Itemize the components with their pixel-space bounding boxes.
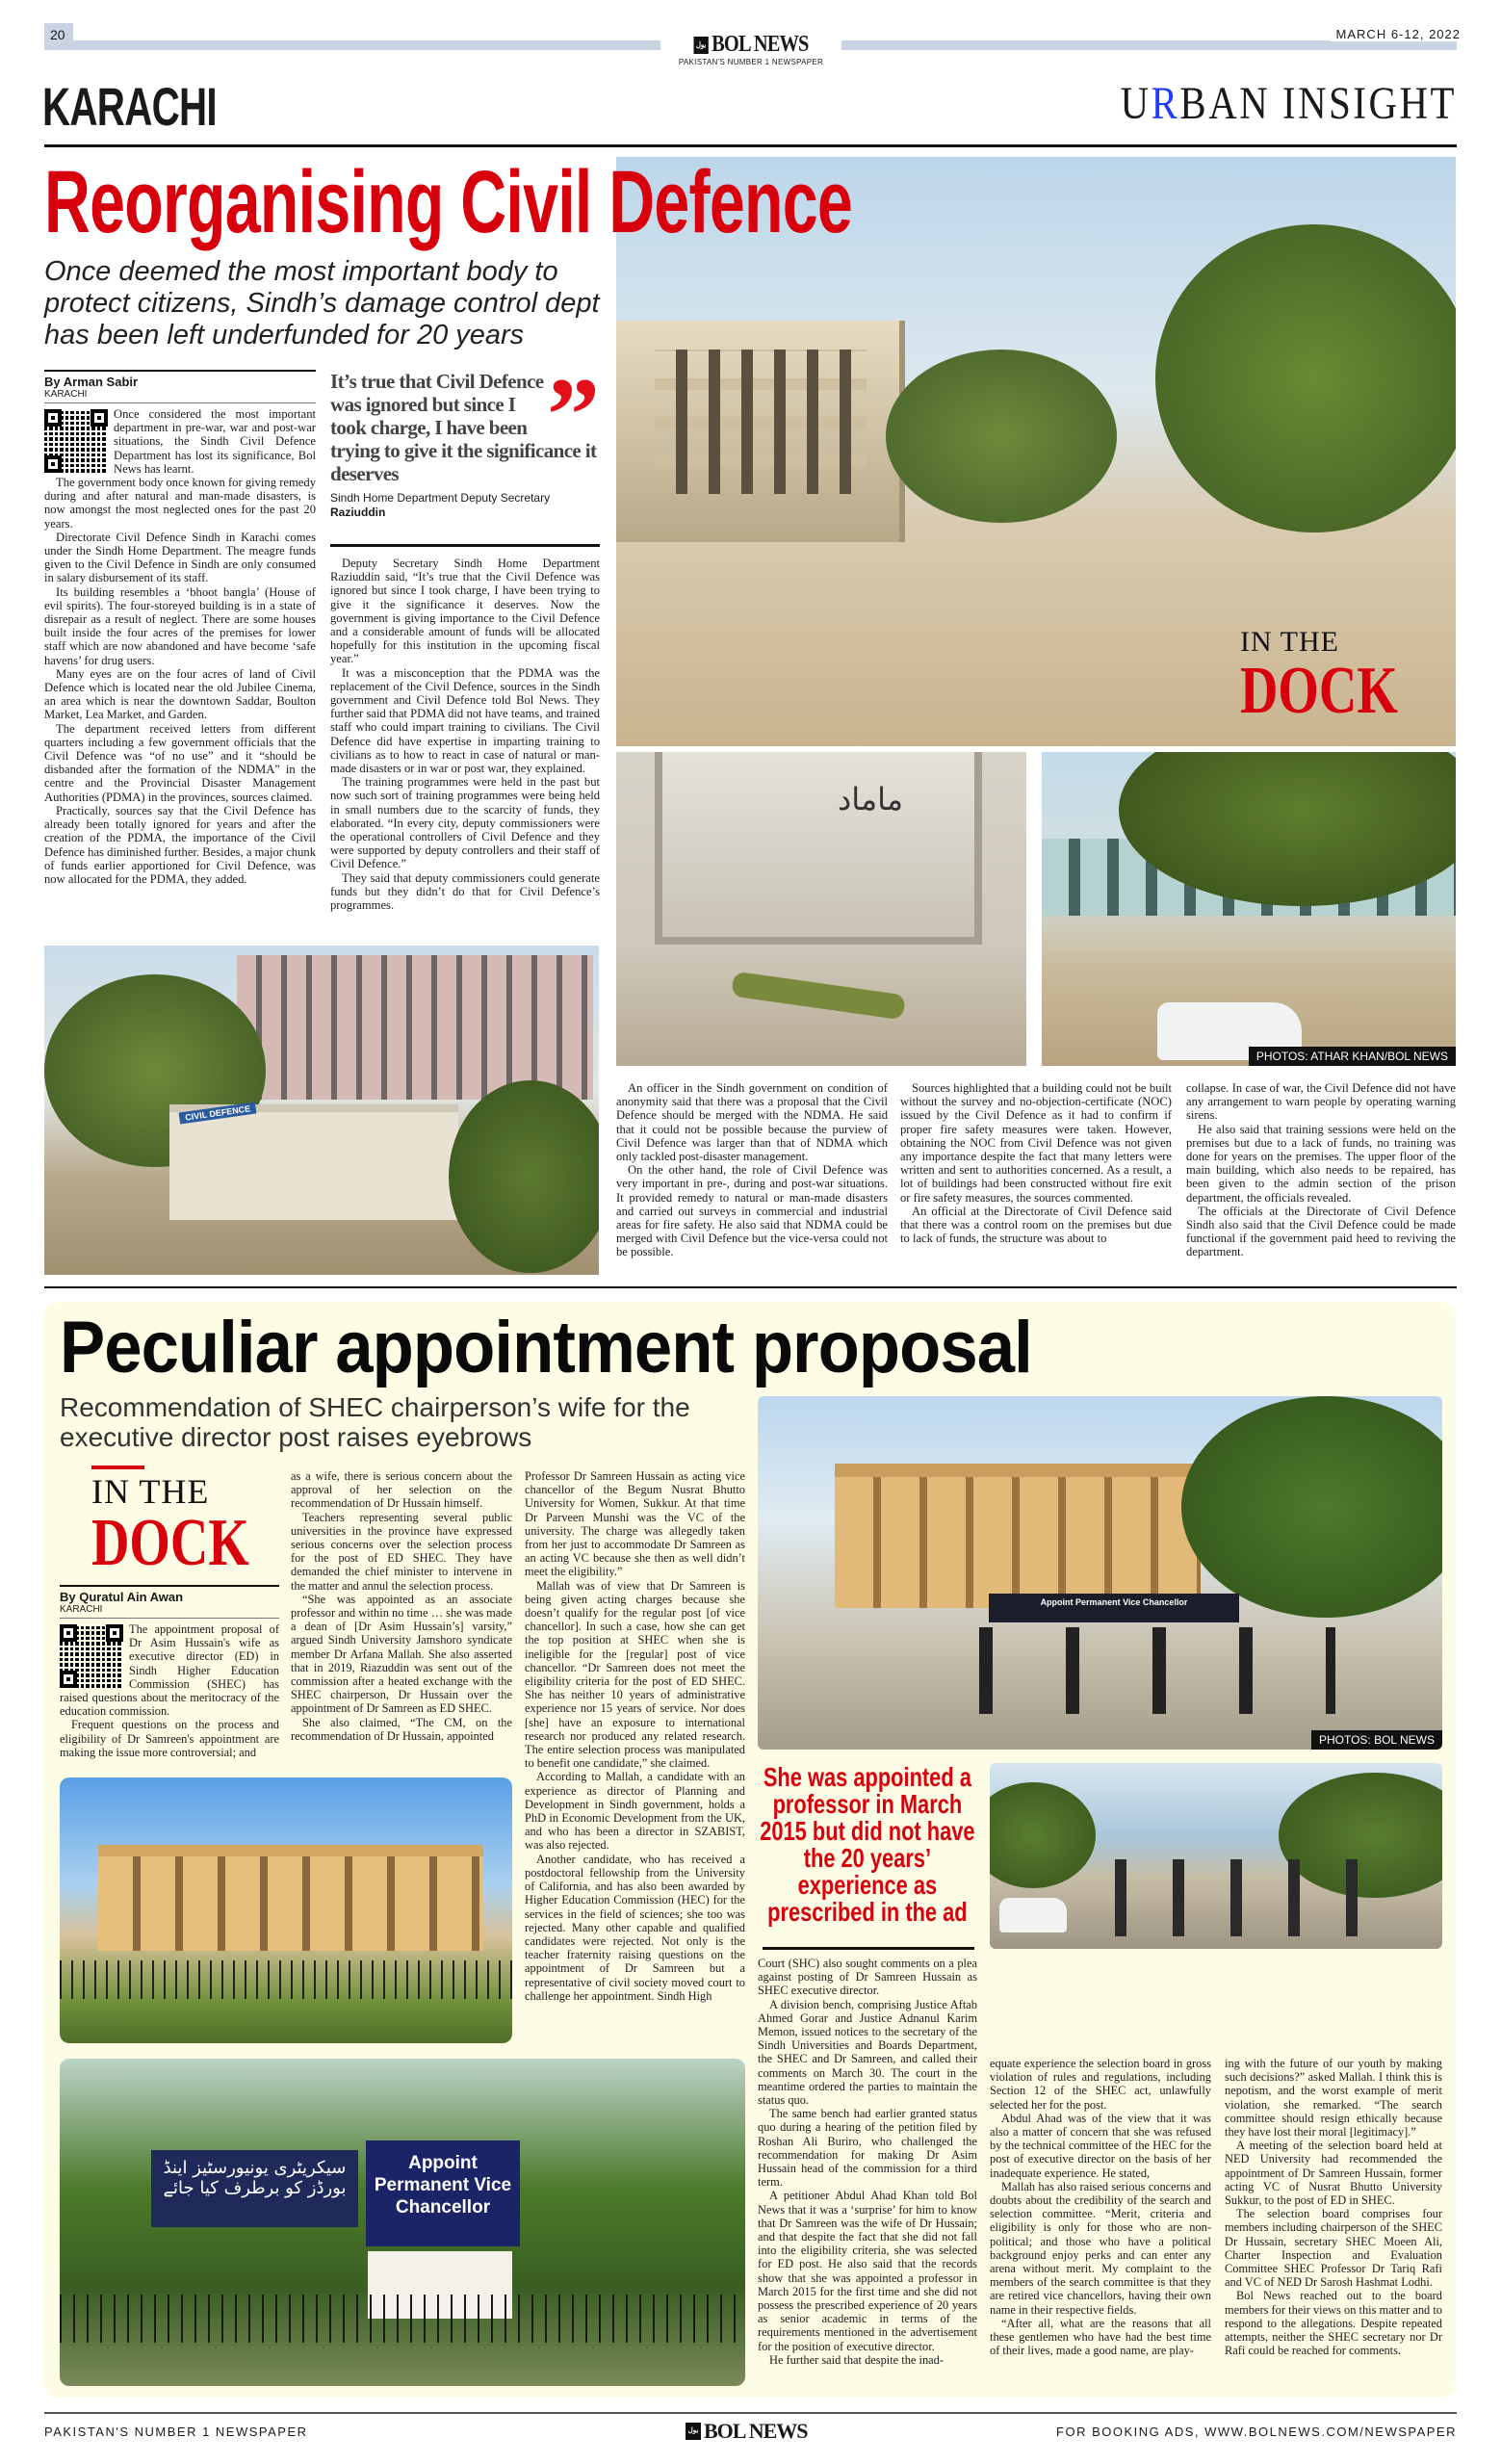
paragraph: He further said that despite the inad- — [769, 2352, 944, 2367]
paragraph: Frequent questions on the process and eligibility of Dr Samreen's appointment are making the issue more controversial; and — [60, 1718, 279, 1759]
tree — [1181, 1396, 1442, 1618]
apartment-block — [237, 955, 593, 1100]
masthead-logo — [678, 32, 825, 58]
paragraph: The government body once known for giving remedy during and after natural and man-made disasters, is now amongst the most neglected ones for the past 20 years. — [44, 476, 316, 531]
story1-column-3 — [616, 1081, 888, 1279]
tree — [1155, 224, 1456, 532]
section-logo: KARACHI — [42, 76, 217, 137]
paragraph: “She was appointed as an associate professor and within no time … she was made a dean of [Dr Asim Hussain’s] varsity,” argued Sindh University Jamshoro syndicate member Dr Arfana Mallah. She also asserted that in 2019, Riazuddin was sent out of the commission after a heated exchange with the SHEC chairperson, Dr Hussain over the appointment of Dr Samreen as ED SHEC. — [291, 1592, 512, 1716]
paragraph: He also said that training sessions were held on the premises but due to a lack of funds, no training was done for years on the premises. The upper floor of the main building, which also needs to be repaired, has been given to the admin section of the prison department, the officials revealed. — [1186, 1122, 1456, 1205]
bol-badge-icon: بول — [693, 37, 708, 54]
header-band-left — [44, 40, 660, 50]
photo-abandoned-room — [616, 752, 1026, 1066]
byline-name: By Quratul Ain Awan — [60, 1590, 184, 1604]
paragraph: Many eyes are on the four acres of land of Civil Defence which is located near the old Jubilee Cinema, an area which is near the downtown Saddar, Boulton Market, Lea Market, and Garden. — [44, 666, 316, 722]
footer-rule — [44, 2412, 1457, 2414]
sleeping-person — [731, 972, 906, 1021]
story1-column-2 — [330, 557, 600, 938]
story2-column-3 — [525, 1469, 745, 2051]
qr-code-icon[interactable] — [44, 409, 108, 473]
story1-byline — [44, 370, 316, 403]
byline-dateline: KARACHI — [60, 1604, 279, 1619]
section-title-part: U — [1120, 78, 1152, 129]
paragraph: The officials at the Directorate of Civil Defence Sindh also said that the Civil Defence could be made functional if the government paid heed to reviving the department. — [1186, 1204, 1456, 1259]
tree — [990, 1782, 1096, 1888]
story2-column-2 — [291, 1469, 512, 1770]
story1-column-5 — [1186, 1081, 1456, 1279]
photo-civil-defence-houses — [44, 946, 599, 1275]
photo-shec-protest — [758, 1396, 1442, 1750]
paragraph: “After all, what are the reasons that all these gentlemen who have had the best time of their lives, made a good name, are play- — [990, 2316, 1211, 2358]
qr-code-icon[interactable] — [60, 1624, 123, 1688]
footer-tagline: PAKISTAN'S NUMBER 1 NEWSPAPER — [44, 2425, 308, 2439]
pull-quote-rule — [763, 1947, 974, 1950]
paragraph: The selection board comprises four members including chairperson of the SHEC Dr Hussain, secretary SHEC Moeen Ali, Charter Inspection and Evaluation Committee SHEC Professor Dr Tariq Rafi and VC of NED Dr Sarosh Hashmat Lodhi. — [1225, 2207, 1442, 2290]
story1-column-1 — [44, 370, 316, 938]
paragraph: Once considered the most important department in pre-war, war and post-war situations, the Sindh Civil Defence Department has lost its significance, Bol News has learnt. — [114, 407, 316, 476]
photo-credit: PHOTOS: BOL NEWS — [1311, 1730, 1442, 1750]
photo-protest-street — [990, 1763, 1442, 1949]
dock-in-the: IN THE — [91, 1472, 210, 1511]
paragraph: A division bench, comprising Justice Aftab Ahmed Gorar and Justice Adnanul Karim Memon, issued notices to the secretary of the Sindh Universities and Boards Department, the SHEC and Dr Samreen, and called their comments on March 30. The court in the meantime ordered the parties to maintain the status quo. — [758, 1997, 977, 2108]
paragraph: A petitioner Abdul Ahad Khan told Bol News that it was a ‘surprise’ for him to know that Dr Samreen was the wife of Dr Hussain; and that despite the fact that she did not fall into the eligibility criteria, she was selected for ED post. He also said that the records show that she was appointed a professor in March 2015 for the first time and she did not possess the prescribed experience of 20 years as senior academic in terms of the requirements mentioned in the advertisement for the position of executive director. — [758, 2189, 977, 2353]
pull-quote-text: It’s true that Civil Defence was ignored but since I took charge, I have been trying to give it the significance it deserves — [330, 370, 597, 485]
shec-building — [835, 1464, 1201, 1608]
protest-banner: Appoint Permanent Vice Chancellor — [989, 1594, 1239, 1622]
tree — [449, 1080, 599, 1273]
photo-protest-banners — [60, 2059, 745, 2386]
photo-credit: PHOTOS: ATHAR KHAN/BOL NEWS — [1249, 1047, 1456, 1066]
paragraph: Abdul Ahad was of the view that it was also a matter of concern that she was refused by the technical committee of the HEC for the post of executive director on the basis of her inadequate experience. He stated, — [990, 2111, 1211, 2180]
abandoned-house — [169, 1104, 458, 1220]
section-title — [1121, 77, 1457, 130]
protesters — [931, 1627, 1335, 1714]
parked-car — [999, 1898, 1067, 1932]
story2-column-5 — [990, 2057, 1211, 2392]
paragraph: collapse. In case of war, the Civil Defence did not have any arrangement to warn people by operating warning sirens. — [1186, 1081, 1456, 1123]
paragraph: It was a misconception that the PDMA was the replacement of the Civil Defence, sources in the Sindh government and Civil Defence told Bol News. They further said that PDMA did not have teams, and trained staff who could impart training to civilians. The Civil Defence did have expertise in imparting training to civilians as to how to react in case of natural or man-made disasters or in war or post war, they explained. — [330, 665, 600, 776]
railing — [60, 2295, 745, 2343]
masthead — [664, 32, 838, 66]
paragraph: ing with the future of our youth by making such decisions?” asked Mallah. I think this is nepotism, and the worst example of merit violation, she remarked. “The search committee should resign ethically because they have lost their moral [legitimacy].” — [1225, 2057, 1442, 2140]
photo-shec-building — [60, 1777, 512, 2043]
paragraph: An officer in the Sindh government on condition of anonymity said that there was a proposal that the Civil Defence should be merged with the NDMA. He said that it could not be possible because the purview of Civil Defence was larger than that of NDMA which only tackled post-disaster management. — [616, 1081, 888, 1164]
section-title-accent: R — [1151, 78, 1180, 129]
paragraph: Teachers representing several public universities in the province have expressed serious concerns over the selection process for the post of ED SHEC. They have demanded the chief minister to intervene in the matter and annul the selection process. — [291, 1510, 512, 1593]
section-title-part: BAN INSIGHT — [1179, 78, 1457, 129]
paragraph: Directorate Civil Defence Sindh in Karachi comes under the Sindh Home Department. The meagre funds given to the Civil Defence in Sindh are only consumed in salary disbursement of its staff. — [44, 530, 316, 585]
pull-quote-attribution: Sindh Home Department Deputy Secretary — [330, 491, 551, 505]
story2-column-6 — [1225, 2057, 1442, 2392]
paragraph: equate experience the selection board in gross violation of rules and regulations, including Section 12 of the SHEC act, unlawfully selected her for the post. — [990, 2057, 1211, 2112]
page-number: 20 — [44, 23, 73, 50]
paragraph: Its building resembles a ‘bhoot bangla’ (House of evil spirits). The four-storeyed building is in a state of disrepair as a result of neglect. There are some houses built inside the four acres of the premises for lower staff which are now abandoned and have become ‘safe havens’ for drug users. — [44, 584, 316, 667]
protesters — [1086, 1859, 1404, 1936]
story1-standfirst: Once deemed the most important body to protect citizens, Sindh’s damage control dept has been left underfunded for 20 years — [44, 256, 600, 350]
story2-pull-quote: She was appointed a professor in March 2015 but did not have the 20 years’ experience as prescribed in the ad — [760, 1762, 975, 1927]
dock-in-the: IN THE — [1240, 626, 1339, 658]
footer-logo-name: BOL NEWS — [704, 2419, 808, 2443]
paragraph: The appointment proposal of Dr Asim Hussain's wife as executive director (ED) in Sindh Higher Education Commission (SHEC) has raised questions about the meritocracy of the education commission. — [60, 1622, 279, 1719]
pull-quote-name: Raziuddin — [330, 506, 386, 519]
dock-accent-bar — [91, 1465, 144, 1469]
photo-civil-defence-grounds — [1042, 752, 1456, 1066]
paragraph: They said that deputy commissioners could generate funds but they didn’t do that for Civil Defence’s programmes. — [330, 870, 600, 913]
story-divider — [44, 1286, 1457, 1288]
footer-logo — [686, 2419, 808, 2444]
paragraph: Deputy Secretary Sindh Home Department Raziuddin said, “It’s true that the Civil Defence was ignored but since I took charge, I have been trying to give it the significance it deserves. Now the government is giving importance to the Civil Defence and a considerable amount of funds will be allocated hopefully for this institution in the upcoming fiscal year.” — [330, 557, 600, 666]
byline-name: By Arman Sabir — [44, 375, 139, 389]
room-wall — [655, 752, 982, 945]
paragraph: The training programmes were held in the past but now such sort of training programmes were being held in small numbers due to the scarcity of funds, they elaborated. “In every city, deputy commissioners were the operational controllers of Civil Defence and they were supported by deputy controllers and their staff of Civil Defence.” — [330, 775, 600, 871]
dock-word: DOCK — [91, 1506, 249, 1580]
bol-badge-icon: بول — [686, 2423, 701, 2440]
paragraph: Sources highlighted that a building could not be built without the survey and no-objection-certificate (NOC) issued by the Civil Defence as it had to confirm if proper fire safety measures were taken. However, obtaining the NOC from Civil Defence was not given any importance despite the fact that many letters were written and sent to authorities concerned. As a result, a lot of buildings had been constructed without fire exit or fire safety measures, the sources commented. — [900, 1081, 1172, 1205]
paragraph: She also claimed, “The CM, on the recommendation of Dr Hussain, appointed — [291, 1715, 512, 1743]
shec-building — [98, 1845, 483, 1951]
paragraph: Mallah has also raised serious concerns and doubts about the credibility of the search and selection committee. “Merit, criteria and eligibility is only for those who are non-political; and those who have a political background enjoy perks and can enter any arena without merit. My complaint to the members of the search committee is that they are retired vice chancellors, having their own name in their respective fields. — [990, 2179, 1211, 2317]
tree — [886, 350, 1117, 523]
paragraph: Professor Dr Samreen Hussain as acting vice chancellor of the Begum Nusrat Bhutto University for Women, Sukkur. At that time Dr Parveen Munshi was the VC of the university. The charge was allegedly taken from her just to accommodate Dr Samreen as an acting VC because she then as well didn’t meet the eligibility.” — [525, 1469, 745, 1579]
paragraph: as a wife, there is serious concern about the approval of her selection on the recommendation of Dr Hussain himself. — [291, 1469, 512, 1511]
story1-headline: Reorganising Civil Defence — [44, 153, 852, 251]
paragraph: Bol News reached out to the board members for their views on this matter and to respond to the allegations. Despite repeated attempts, neither the SHEC secretary nor Dr Rafi could be reached for comments. — [1225, 2289, 1442, 2358]
story2-byline — [60, 1585, 279, 1619]
dock-word: DOCK — [1240, 654, 1398, 728]
civil-defence-sign: CIVIL DEFENCE — [179, 1102, 257, 1124]
building-windows — [655, 350, 867, 494]
byline-dateline: KARACHI — [44, 389, 316, 403]
paragraph: A meeting of the selection board held at NED University had recommended the appointment of Dr Samreen Hussain, former acting VC of Nusrat Bhutto University Sukkur, to the post of ED in SHEC. — [1225, 2139, 1442, 2208]
paragraph: The same bench had earlier granted status quo during a hearing of the petition filed by Roshan Ali Buriro, who challenged the recommendation for making Dr Asim Hussain head of the commission for a third term. — [758, 2107, 977, 2190]
paragraph: According to Mallah, a candidate with an experience as director of Planning and Development in Sindh government, holds a PhD in Economic Development from the UK, and who has been a director in SZABIST, was also rejected. — [525, 1770, 745, 1853]
fence — [60, 1960, 512, 1999]
masthead-name: BOL NEWS — [712, 32, 809, 57]
story2-headline: Peculiar appointment proposal — [60, 1307, 1032, 1388]
footer-booking-link[interactable]: FOR BOOKING ADS, WWW.BOLNEWS.COM/NEWSPAPER — [1056, 2425, 1457, 2439]
in-the-dock-logo — [1240, 626, 1442, 728]
paragraph: Practically, sources say that the Civil Defence has already been totally ignored for years and after the creation of the PDMA, the importance of the Civil Defence has diminished further. Besides, a major chunk of funds earlier apportioned for Civil Defence, was now allocated for the PDMA, they added. — [44, 803, 316, 886]
in-the-dock-logo — [91, 1465, 294, 1580]
paragraph: Another candidate, who has received a postdoctoral fellowship from the University of California, and has also been awarded by Higher Education Commission (HEC) for the services in the field of sciences; she too was rejected. Many other capable and qualified candidates were rejected. Not only is the teacher fraternity raising questions on the appointment of Dr Samreen but a representative of civil society moved court to challenge her appointment. Sindh High — [525, 1852, 745, 2003]
header-band-right — [841, 40, 1457, 50]
paragraph: An official at the Directorate of Civil Defence said that there was a control room on the premises but due to lack of funds, the structure was about to — [900, 1204, 1172, 1246]
paragraph: Court (SHC) also sought comments on a plea against posting of Dr Samreen Hussain as SHEC executive director. — [758, 1957, 977, 1998]
paragraph: On the other hand, the role of Civil Defence was very important in pre-, during and post-war situations. It provided remedy to natural or man-made disasters and carried out surveys in commercial and industrial areas for fire safety. He also said that NDMA could be merged with Civil Defence but the vice-versa could not be possible. — [616, 1163, 888, 1259]
urdu-banner: سیکریٹری یونیورسٹیز اینڈ بورڈز کو برطرف کیا جائے — [151, 2150, 358, 2227]
header-rule — [44, 144, 1457, 147]
story1-column-4 — [900, 1081, 1172, 1279]
story2-subhead: Recommendation of SHEC chairperson’s wife for the executive director post raises eyebrows — [60, 1392, 690, 1452]
issue-date: MARCH 6-12, 2022 — [1331, 27, 1461, 41]
wall-graffiti: ماماد — [838, 781, 904, 817]
quote-mark-icon: ” — [547, 370, 600, 433]
paragraph: The department received letters from different quarters including a few government officials that the Civil Defence was “of no use” and it “should be disbanded after the formation of the NDMA” in the centre and the Provincial Disaster Management Authorities (PDMA) in the provinces, sources claimed. — [44, 721, 316, 804]
english-banner: Appoint Permanent Vice Chancellor — [366, 2140, 520, 2246]
story2-column-4 — [758, 1957, 977, 2392]
masthead-tagline: PAKISTAN'S NUMBER 1 NEWSPAPER — [678, 58, 824, 66]
story2-column-1 — [60, 1585, 279, 1773]
story1-pull-quote — [330, 370, 600, 547]
paragraph: Mallah was of view that Dr Samreen is being given acting charges because she doesn’t qualify for the regular post [of vice chancellor]. In such a case, how she can get the top position at SHEC when she is ineligible for the [regular] post of vice chancellor. “Dr Samreen does not meet the eligibility criteria for the post of ED SHEC. She has neither 10 years of administrative experience nor 15 years of service. Nor does [she] have an exposure to international research nor produced any related research. The entire selection process was manipulated to benefit one candidate,” she claimed. — [525, 1578, 745, 1771]
